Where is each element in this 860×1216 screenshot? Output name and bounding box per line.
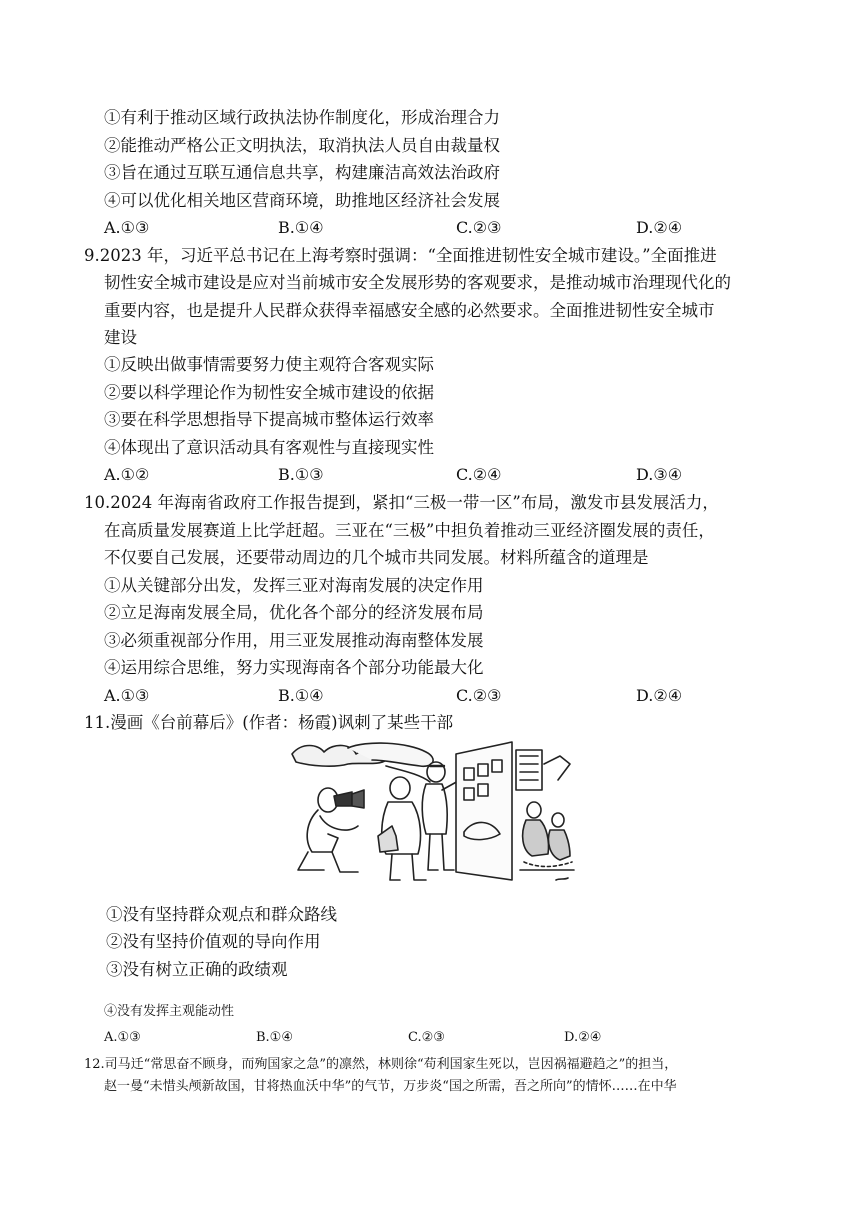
q10-stem-line-1: 10.2024 年海南省政府工作报告提到，紧扣“三极一带一区”布局，激发市县发展活力， (84, 493, 719, 512)
q9-item-2: ②要以科学理论作为韧性安全城市建设的依据 (104, 383, 434, 402)
q9-item-4: ④体现出了意识活动具有客观性与直接现实性 (104, 438, 434, 457)
q8-item-1: ①有利于推动区域行政执法协作制度化，形成治理合力 (104, 108, 500, 127)
q8-option-c[interactable]: C.②③ (456, 218, 502, 237)
cartoon-image (288, 740, 576, 890)
q10-stem-line-3: 不仅要自己发展，还要带动周边的几个城市共同发展。材料所蕴含的道理是 (104, 548, 649, 567)
q11-item-1: ①没有坚持群众观点和群众路线 (106, 905, 337, 924)
q9-item-3: ③要在科学思想指导下提高城市整体运行效率 (104, 410, 434, 429)
q10-option-d[interactable]: D.②④ (636, 686, 683, 705)
q11-item-2: ②没有坚持价值观的导向作用 (106, 932, 321, 951)
q9-option-c[interactable]: C.②④ (456, 465, 502, 484)
q10-option-a[interactable]: A.①③ (104, 686, 150, 705)
q8-item-4: ④可以优化相关地区营商环境，助推地区经济社会发展 (104, 191, 500, 210)
q10-item-3: ③必须重视部分作用，用三亚发展推动海南整体发展 (104, 631, 484, 650)
q12-stem-line-1: 12.司马迁“常思奋不顾身，而殉国家之急”的凛然，林则徐“苟利国家生死以，岂因祸福避趋之”的担当， (84, 1057, 678, 1072)
q11-option-d[interactable]: D.②④ (564, 1030, 602, 1045)
q8-option-d[interactable]: D.②④ (636, 218, 683, 237)
q10-option-b[interactable]: B.①④ (278, 686, 324, 705)
q9-option-b[interactable]: B.①③ (278, 465, 324, 484)
q9-stem-line-1: 9.2023 年，习近平总书记在上海考察时强调：“全面推进韧性安全城市建设。”全面推进 (84, 246, 717, 265)
q10-item-4: ④运用综合思维，努力实现海南各个部分功能最大化 (104, 658, 484, 677)
q9-item-1: ①反映出做事情需要努力使主观符合客观实际 (104, 355, 434, 374)
q9-option-a[interactable]: A.①② (104, 465, 150, 484)
q8-item-3: ③旨在通过互联互通信息共享，构建廉洁高效法治政府 (104, 163, 500, 182)
q10-stem-line-2: 在高质量发展赛道上比学赶超。三亚在“三极”中担负着推动三亚经济圈发展的责任， (104, 521, 715, 540)
q8-option-b[interactable]: B.①④ (278, 218, 324, 237)
q9-option-d[interactable]: D.③④ (636, 465, 683, 484)
q11-option-b[interactable]: B.①④ (256, 1030, 293, 1045)
q12-stem-line-2: 赵一曼“未惜头颅新故国，甘将热血沃中华”的气节，万步炎“国之所需，吾之所向”的情怀……在中华 (104, 1079, 677, 1094)
q8-option-a[interactable]: A.①③ (104, 218, 150, 237)
q10-item-2: ②立足海南发展全局，优化各个部分的经济发展布局 (104, 603, 484, 622)
q8-item-2: ②能推动严格公正文明执法，取消执法人员自由裁量权 (104, 136, 500, 155)
q9-stem-line-2: 韧性安全城市建设是应对当前城市安全发展形势的客观要求，是推动城市治理现代化的 (104, 273, 731, 292)
q9-stem-line-4: 建设 (104, 328, 137, 347)
q10-item-1: ①从关键部分出发，发挥三亚对海南发展的决定作用 (104, 576, 484, 595)
q11-option-a[interactable]: A.①③ (104, 1030, 141, 1045)
q11-item-4: ④没有发挥主观能动性 (104, 1004, 235, 1019)
q10-option-c[interactable]: C.②③ (456, 686, 502, 705)
q9-stem-line-3: 重要内容，也是提升人民群众获得幸福感安全感的必然要求。全面推进韧性安全城市 (104, 301, 715, 320)
q11-stem: 11.漫画《台前幕后》(作者：杨霞)讽刺了某些干部 (84, 713, 454, 732)
q11-option-c[interactable]: C.②③ (408, 1030, 445, 1045)
q11-item-3: ③没有树立正确的政绩观 (106, 960, 288, 979)
